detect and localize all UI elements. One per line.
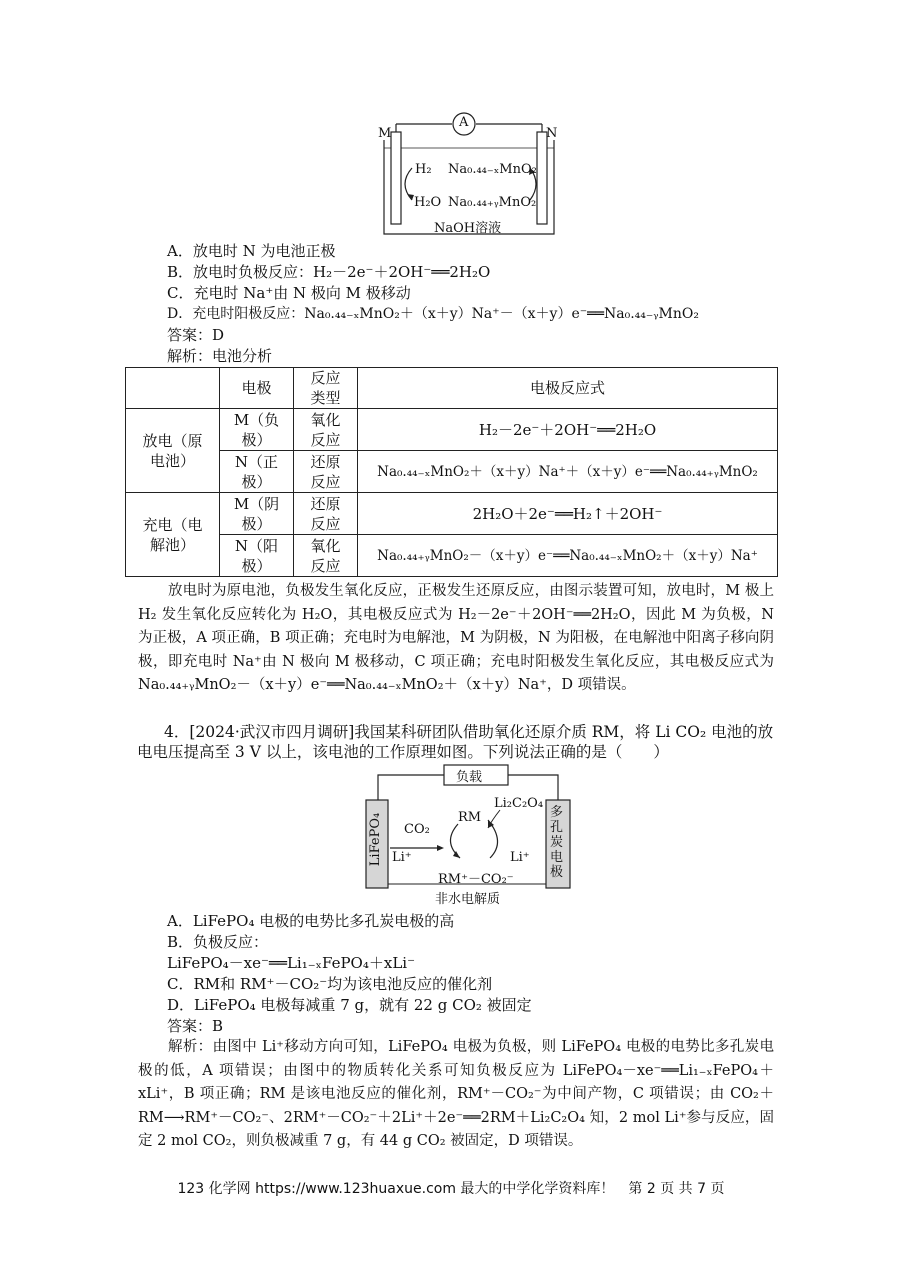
q4-option-d: D．LiFePO₄ 电极每减重 7 g，就有 22 g CO₂ 被固定	[167, 996, 532, 1014]
q4-explanation: 解析：由图中 Li⁺移动方向可知，LiFePO₄ 电极为负极，则 LiFePO₄ 电极的电势比多孔炭电极的低，A 项错误；由图中的物质转化关系可知负极反应为 LiFePO₄－xe⁻══Li₁₋ₓFePO₄＋xLi⁺，B 项正确；RM 是该电池反应的催化剂，RM⁺－CO₂⁻为中间产物，C 项错误；由 CO₂＋RM⟶RM⁺－CO₂⁻、2RM⁺－CO₂⁻＋2Li⁺＋2e⁻══2RM＋Li₂C₂O₄ 知，2 mol Li⁺参与反应，固定 2 mol CO₂，则负极减重 7 g，有 44 g CO₂ 被固定，D 项错误。	[138, 1039, 774, 1149]
co2-label: CO₂	[404, 822, 430, 837]
q4-stem-line1: 4．[2024·武汉市四月调研]我国某科研团队借助氧化还原介质 RM，将 Li CO₂ 电池的放	[164, 723, 774, 741]
q4-answer: 答案：B	[167, 1017, 224, 1035]
electrode-analysis-table	[125, 367, 778, 577]
li-ion-right-label: Li⁺	[510, 850, 530, 865]
q4-stem-line2: 电电压提高至 3 V 以上，该电池的工作原理如图。下列说法正确的是（ ）	[137, 743, 669, 761]
charge-label: 充电（电解池）	[126, 493, 220, 577]
ammeter-label: A	[459, 115, 469, 130]
electrolyte-label: NaOH溶液	[434, 221, 502, 236]
table-row-electrode: M（负极）	[220, 409, 294, 451]
q3-option-b: B．放电时负极反应：H₂－2e⁻＋2OH⁻══2H₂O	[167, 263, 491, 281]
q4-option-b: B．负极反应：	[167, 933, 269, 951]
q4-option-a: A．LiFePO₄ 电极的电势比多孔炭电极的高	[167, 912, 455, 930]
terminal-n-label: N	[546, 126, 558, 141]
table-row-electrode: N（正极）	[220, 451, 294, 493]
rm-co2-label: RM⁺－CO₂⁻	[438, 872, 514, 887]
na-mno2-bottom-label: Na₀.₄₄₊ᵧMnO₂	[448, 195, 537, 210]
li-ion-left-label: Li⁺	[392, 850, 412, 865]
li2c2o4-label: Li₂C₂O₄	[494, 796, 544, 811]
porous-carbon-electrode-label: 多孔炭电极	[550, 805, 564, 880]
na-mno2-top-label: Na₀.₄₄₋ₓMnO₂	[448, 162, 537, 177]
lifepo4-electrode-label: LiFePO₄	[368, 812, 384, 867]
table-row-type: 氧化反应	[294, 535, 358, 577]
page-footer: 123 化学网 https://www.123huaxue.com 最大的中学化学资料库！ 第 2 页 共 7 页	[177, 1181, 725, 1197]
rm-label: RM	[458, 810, 482, 825]
discharge-label: 放电（原电池）	[126, 409, 220, 493]
electrolyte-caption: 非水电解质	[435, 892, 501, 907]
table-row-formula: Na₀.₄₄₊ᵧMnO₂－（x＋y）e⁻══Na₀.₄₄₋ₓMnO₂＋（x＋y）Na⁺	[358, 535, 778, 577]
q3-explanation: 放电时为原电池，负极发生氧化反应，正极发生还原反应，由图示装置可知，放电时，M 极上 H₂ 发生氧化反应转化为 H₂O，其电极反应式为 H₂－2e⁻＋2OH⁻══2H₂O，因此 M 为负极，N 为正极，A 项正确，B 项正确；充电时为电解池，M 为阴极，N 为阳极，在电解池中阳离子移向阴极，即充电时 Na⁺由 N 极向 M 极移动，C 项正确；充电时阳极发生氧化反应，其电极反应式为 Na₀.₄₄₊ᵧMnO₂－（x＋y）e⁻══Na₀.₄₄₋ₓMnO₂＋（x＋y）Na⁺，D 项错误。	[138, 583, 774, 693]
h2o-label: H₂O	[414, 195, 442, 210]
table-row-electrode: M（阴极）	[220, 493, 294, 535]
q3-option-c: C．充电时 Na⁺由 N 极向 M 极移动	[167, 284, 411, 302]
table-row-formula: 2H₂O＋2e⁻══H₂↑＋2OH⁻	[358, 493, 778, 535]
table-row-electrode: N（阳极）	[220, 535, 294, 577]
table-corner	[126, 368, 220, 409]
table-row-formula: H₂－2e⁻＋2OH⁻══2H₂O	[358, 409, 778, 451]
header-electrode: 电极	[220, 368, 294, 409]
header-reaction-type: 反应类型	[294, 368, 358, 409]
header-formula: 电极反应式	[358, 368, 778, 409]
q4-option-b-formula: LiFePO₄－xe⁻══Li₁₋ₓFePO₄＋xLi⁻	[167, 954, 415, 972]
q4-option-c: C．RM和 RM⁺－CO₂⁻均为该电池反应的催化剂	[167, 975, 493, 993]
q3-option-a: A．放电时 N 为电池正极	[167, 242, 336, 260]
table-row-type: 氧化反应	[294, 409, 358, 451]
h2-label: H₂	[415, 162, 432, 177]
terminal-m-label: M	[378, 126, 392, 141]
load-label: 负载	[456, 770, 483, 785]
q3-option-d: D．充电时阳极反应：Na₀.₄₄₋ₓMnO₂＋（x＋y）Na⁺－（x＋y）e⁻══Na₀.₄₄₋ᵧMnO₂	[167, 306, 699, 322]
table-row-type: 还原反应	[294, 451, 358, 493]
q3-analysis-label: 解析：电池分析	[167, 347, 273, 365]
q3-answer: 答案：D	[167, 326, 225, 344]
table-row-formula: Na₀.₄₄₋ₓMnO₂＋（x＋y）Na⁺＋（x＋y）e⁻══Na₀.₄₄₊ᵧMnO₂	[358, 451, 778, 493]
table-row-type: 还原反应	[294, 493, 358, 535]
